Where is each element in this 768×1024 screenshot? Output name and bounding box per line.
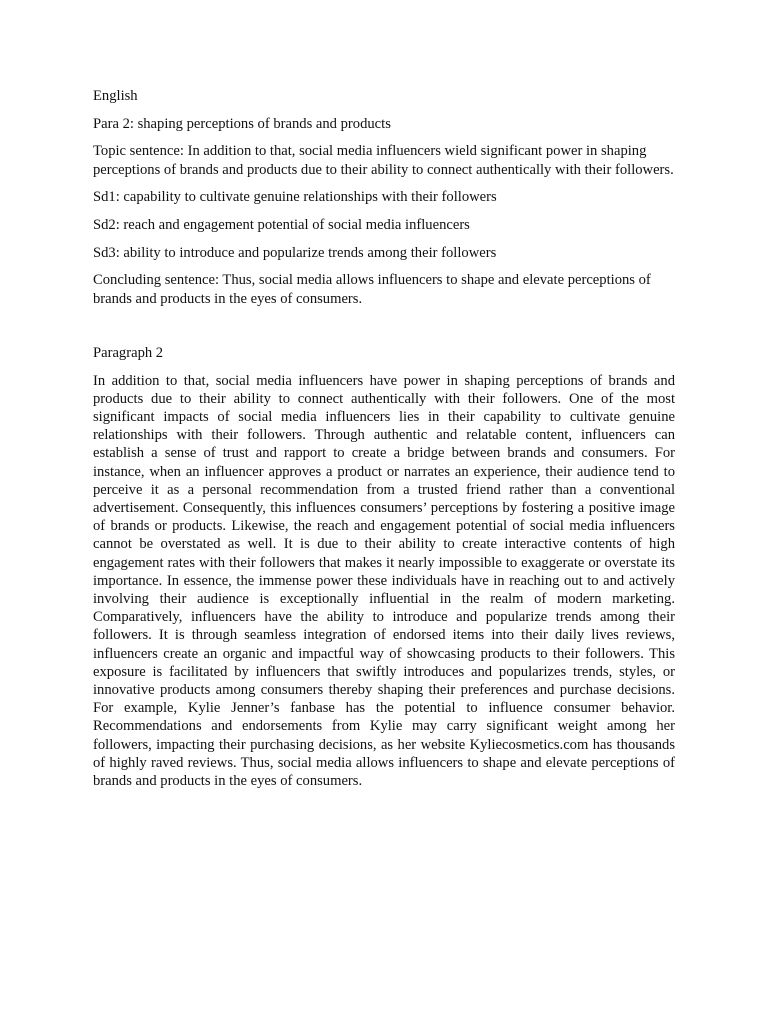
spacer	[93, 262, 675, 272]
document-heading: English	[93, 88, 138, 104]
supporting-detail-1: Sd1: capability to cultivate genuine relationships with their followers	[93, 189, 497, 206]
section-spacer	[93, 308, 675, 344]
document-content	[93, 87, 675, 790]
supporting-detail-3: Sd3: ability to introduce and popularize trends among their followers	[93, 244, 497, 261]
spacer	[93, 105, 675, 115]
spacer	[93, 179, 675, 189]
topic-sentence: Topic sentence: In addition to that, social media influencers wield significant power in shaping perceptions of brands and products due to their ability to connect authentically with their followers.	[93, 143, 674, 178]
spacer	[93, 207, 675, 217]
spacer	[93, 133, 675, 143]
supporting-detail-2: Sd2: reach and engagement potential of social media influencers	[93, 217, 470, 234]
spacer	[93, 362, 675, 372]
spacer	[93, 234, 675, 244]
concluding-sentence: Concluding sentence: Thus, social media allows influencers to shape and elevate perceptions of brands and products in the eyes of consumers.	[93, 272, 651, 307]
paragraph-heading: Paragraph 2	[93, 344, 164, 361]
para-label: Para 2: shaping perceptions of brands and products	[93, 115, 391, 132]
paragraph-body: In addition to that, social media influencers have power in shaping perceptions of brands and products due to their ability to connect authentically with their followers. One of the most significant impacts of social media influencers lies in their capability to cultivate genuine relationships with their followers. Through authentic and relatable content, influencers can establish a sense of trust and rapport to create a bridge between brands and consumers. For instance, when an influencer approves a product or narrates an experience, their audience tend to perceive it as a personal recommendation from a trusted friend rather than a conventional advertisement. Consequently, this influences consumers’ perceptions by fostering a positive image of brands or products. Likewise, the reach and engagement potential of social media influencers cannot be overstated as well. It is due to their ability to create interactive contents of high engagement rates with their followers that makes it nearly impossible to exaggerate or overstate its importance. In essence, the immense power these individuals have in reaching out to and actively involving their audience is exceptionally influential in the realm of modern marketing. Comparatively, influencers have the ability to introduce and popularize trends among their followers. It is through seamless integration of endorsed items into their daily lives reviews, influencers create an organic and impactful way of showcasing products to their followers. This exposure is facilitated by influencers that swiftly introduces and popularizes trends, styles, or innovative products among consumers thereby shaping their preferences and purchase decisions. For example, Kylie Jenner’s fanbase has the potential to influence consumer behavior. Recommendations and endorsements from Kylie may carry significant weight among her followers, impacting their purchasing decisions, as her website Kyliecosmetics.com has thousands of highly raved reviews. Thus, social media allows influencers to shape and elevate perceptions of brands and products in the eyes of consumers.	[93, 372, 675, 789]
